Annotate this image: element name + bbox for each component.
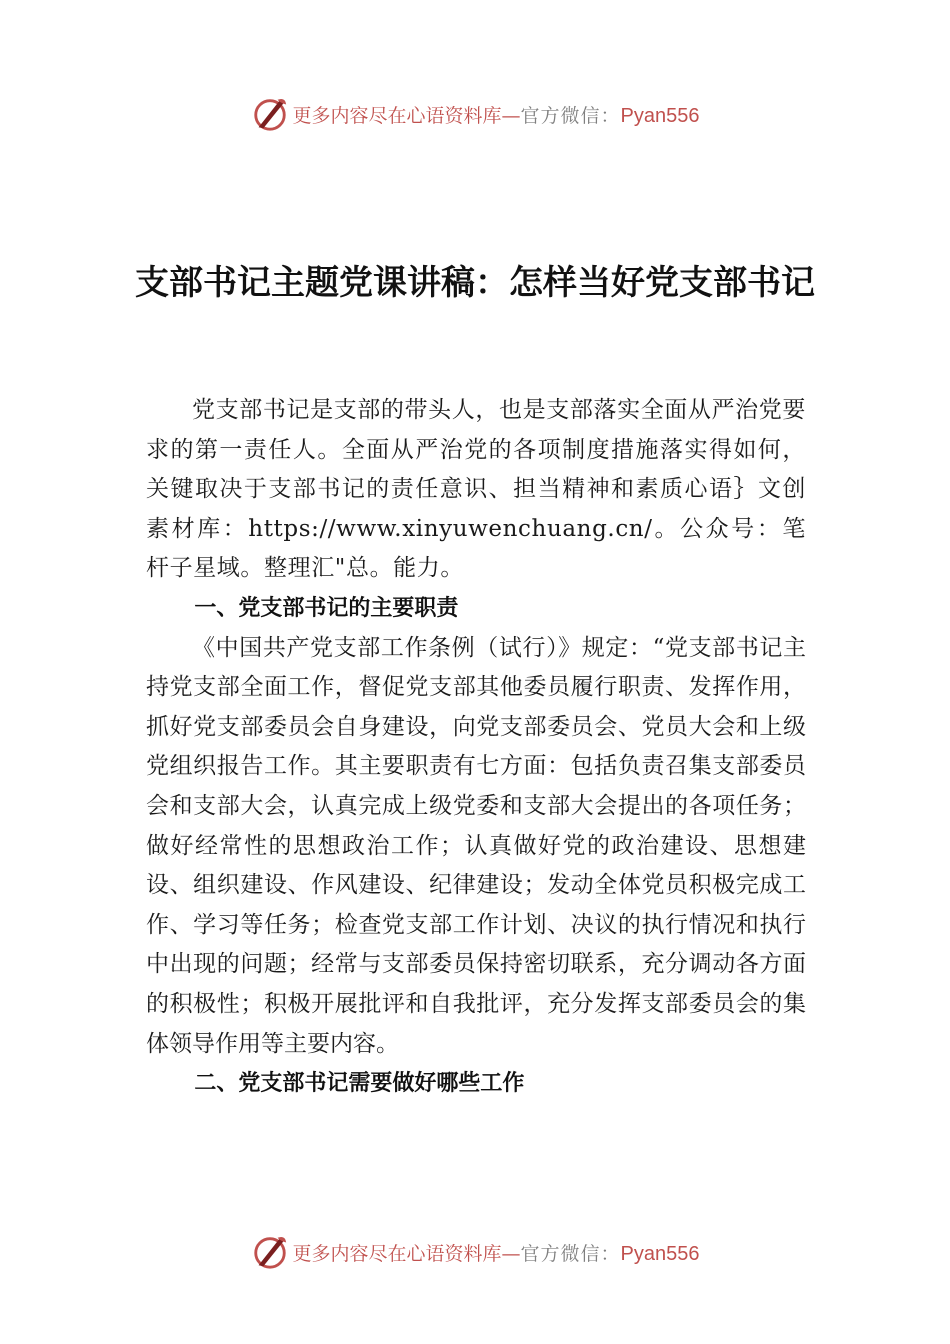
- banner-wechat-label: 官方微信：: [520, 104, 621, 127]
- banner-brand-text: 更多内容尽在心语资料库: [292, 104, 502, 127]
- header-watermark-banner: [0, 94, 950, 134]
- banner-wechat-label: 官方微信：: [520, 1242, 621, 1265]
- quill-logo-icon: [251, 1233, 289, 1271]
- banner-wechat-id: Pyan556: [620, 1242, 700, 1265]
- section-1-paragraph: 《中国共产党支部工作条例（试行）》规定：“党支部书记主持党支部全面工作，督促党支部其他委员履行职责、发挥作用，抓好党支部委员会自身建设，向党支部委员会、党员大会和上级党组织报告工作。其主要职责有七方面：包括负责召集支部委员会和支部大会，认真完成上级党委和支部大会提出的各项任务；做好经常性的思想政治工作；认真做好党的政治建设、思想建设、组织建设、作风建设、纪律建设；发动全体党员积极完成工作、学习等任务；检查党支部工作计划、决议的执行情况和执行中出现的问题；经常与支部委员保持密切联系，充分调动各方面的积极性；积极开展批评和自我批评，充分发挥支部委员会的集体领导作用等主要内容。: [146, 634, 806, 1057]
- document-body: [146, 391, 806, 1104]
- section-heading-1: 一、党支部书记的主要职责: [194, 595, 459, 621]
- footer-watermark-banner: [0, 1232, 950, 1272]
- banner-wechat-id: Pyan556: [620, 104, 700, 127]
- quill-logo-icon: [251, 95, 289, 133]
- document-title: 支部书记主题党课讲稿：怎样当好党支部书记: [135, 263, 815, 303]
- intro-paragraph: 党支部书记是支部的带头人，也是支部落实全面从严治党要求的第一责任人。全面从严治党的各项制度措施落实得如何，关键取决于支部书记的责任意识、担当精神和素质心语｝文创素材库：https://www.xinyuwenchuang.cn/。公众号：笔杆子星域。整理汇"总。能力。: [146, 397, 806, 582]
- banner-brand-text: 更多内容尽在心语资料库: [292, 1242, 502, 1265]
- banner-dash: —: [501, 1242, 521, 1265]
- banner-dash: —: [501, 104, 521, 127]
- section-heading-2: 二、党支部书记需要做好哪些工作: [194, 1071, 525, 1097]
